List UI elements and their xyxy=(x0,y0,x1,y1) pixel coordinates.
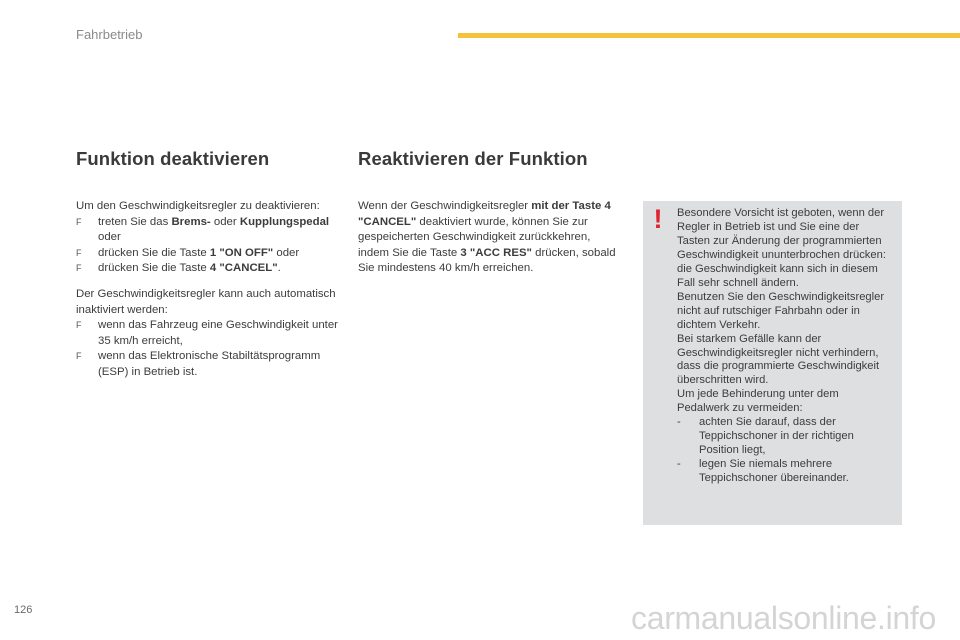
deactivate-intro: Um den Geschwindigkeitsregler zu deaktivieren: xyxy=(76,200,320,212)
bullet-icon: F xyxy=(76,247,82,258)
heading-reactivate: Reaktivieren der Funktion xyxy=(358,148,588,169)
watermark: carmanualsonline.info xyxy=(631,600,936,636)
list-item: F wenn das Fahrzeug eine Geschwindigkeit unter 35 km/h erreicht, xyxy=(76,319,338,347)
bullet-icon: F xyxy=(76,351,82,362)
heading-deactivate: Funktion deaktivieren xyxy=(76,148,270,169)
list-item: F treten Sie das Brems- oder Kupplungspedal oder xyxy=(76,215,330,244)
deactivate-column xyxy=(76,199,338,381)
list-item: F drücken Sie die Taste 4 "CANCEL". xyxy=(76,261,338,277)
warning-paragraph: Bei starkem Gefälle kann der Geschwindigkeitsregler nicht verhindern, dass die programmierte Geschwindigkeit überschritten wird. xyxy=(677,332,880,387)
deactivate-methods-list xyxy=(76,215,338,277)
section-label: Fahrbetrieb xyxy=(76,27,143,42)
reactivate-column xyxy=(358,199,620,277)
list-item: F drücken Sie die Taste 1 "ON OFF" oder xyxy=(76,246,338,262)
warning-paragraph: Um jede Behinderung unter dem Pedalwerk zu vermeiden: xyxy=(677,388,839,415)
page-number: 126 xyxy=(14,604,33,616)
bullet-icon: F xyxy=(76,263,82,274)
warning-list xyxy=(677,416,892,486)
bullet-icon: F xyxy=(76,320,82,331)
dash-bullet: - xyxy=(677,416,681,429)
warning-text xyxy=(677,207,892,486)
auto-deactivate-intro: Der Geschwindigkeitsregler kann auch automatisch inaktiviert werden: xyxy=(76,287,336,316)
list-item: - legen Sie niemals mehrere Teppichschoner übereinander. xyxy=(677,458,849,485)
list-item: F wenn das Elektronische Stabiltätsprogramm (ESP) in Betrieb ist. xyxy=(76,350,321,378)
auto-deactivate-list xyxy=(76,318,338,380)
warning-paragraph: Benutzen Sie den Geschwindigkeitsregler nicht auf rutschiger Fahrbahn oder in dichtem Verkehr. xyxy=(677,290,885,331)
dash-bullet: - xyxy=(677,458,681,471)
warning-icon: ! xyxy=(653,204,663,234)
bullet-icon: F xyxy=(76,216,82,227)
reactivate-paragraph: Wenn der Geschwindigkeitsregler mit der Taste 4 "CANCEL" deaktiviert wurde, können Sie zur gespeicherten Geschwindigkeit zurückkehren, indem Sie die Taste 3 "ACC RES" drücken, sobald Sie mindestens 40 km/h erreichen. xyxy=(358,200,616,275)
warning-paragraph: Besondere Vorsicht ist geboten, wenn der Regler in Betrieb ist und Sie eine der Tasten zur Änderung der programmierten Geschwindigkeit ununterbrochen drücken: die Geschwindigkeit kann sich in diesem Fall sehr schnell ändern. xyxy=(677,207,886,289)
header-accent-bar xyxy=(458,33,960,38)
list-item: - achten Sie darauf, dass der Teppichschoner in der richtigen Position liegt, xyxy=(677,416,854,457)
